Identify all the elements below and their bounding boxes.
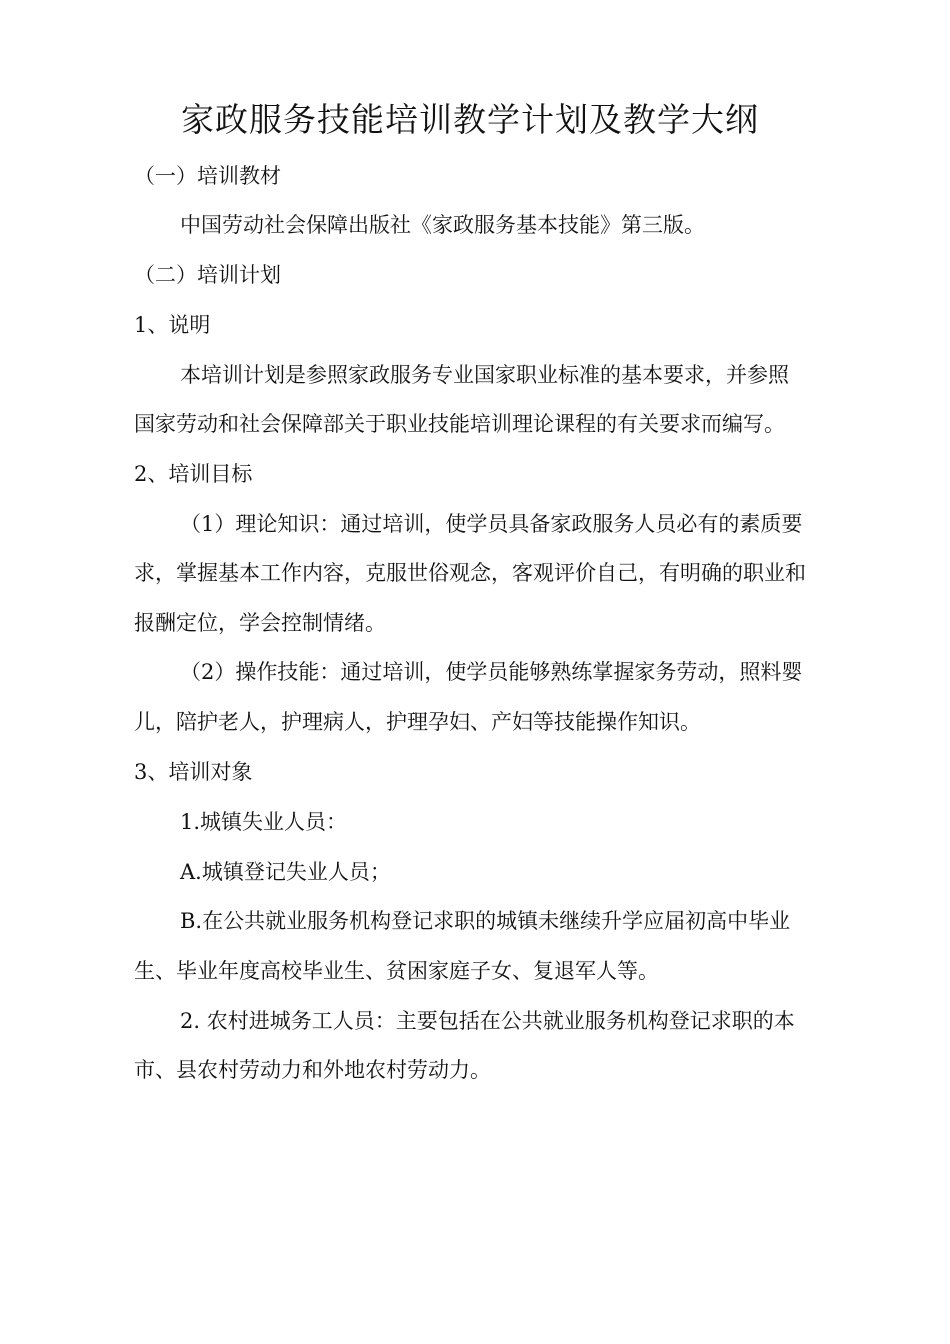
paragraph-line: 中国劳动社会保障出版社《家政服务基本技能》第三版。 (180, 213, 705, 237)
subheading-explanation: 1、说明 (134, 313, 211, 337)
paragraph-line: 生、毕业年度高校毕业生、贫困家庭子女、复退军人等。 (134, 959, 659, 983)
paragraph-line: 报酬定位，学会控制情绪。 (134, 611, 386, 635)
paragraph-line: （2）操作技能：通过培训，使学员能够熟练掌握家务劳动，照料婴 (180, 660, 803, 684)
list-item: A.城镇登记失业人员； (180, 860, 391, 884)
list-item: 1.城镇失业人员： (180, 810, 348, 834)
list-item: B.在公共就业服务机构登记求职的城镇未继续升学应届初高中毕业 (180, 909, 791, 933)
paragraph-line: 儿，陪护老人，护理病人，护理孕妇、产妇等技能操作知识。 (134, 710, 701, 734)
document-title: 家政服务技能培训教学计划及教学大纲 (181, 100, 759, 139)
subheading-trainees: 3、培训对象 (134, 760, 253, 784)
section-heading-plan: （二）培训计划 (134, 263, 281, 287)
paragraph-line: 求，掌握基本工作内容，克服世俗观念，客观评价自己，有明确的职业和 (134, 561, 806, 585)
list-item: 2. 农村进城务工人员：主要包括在公共就业服务机构登记求职的本 (180, 1009, 795, 1033)
paragraph-line: 国家劳动和社会保障部关于职业技能培训理论课程的有关要求而编写。 (134, 412, 785, 436)
paragraph-line: 本培训计划是参照家政服务专业国家职业标准的基本要求，并参照 (180, 363, 789, 387)
section-heading-materials: （一）培训教材 (134, 164, 281, 188)
paragraph-line: （1）理论知识：通过培训，使学员具备家政服务人员必有的素质要 (180, 512, 803, 536)
paragraph-line: 市、县农村劳动力和外地农村劳动力。 (134, 1058, 491, 1082)
subheading-goals: 2、培训目标 (134, 462, 253, 486)
